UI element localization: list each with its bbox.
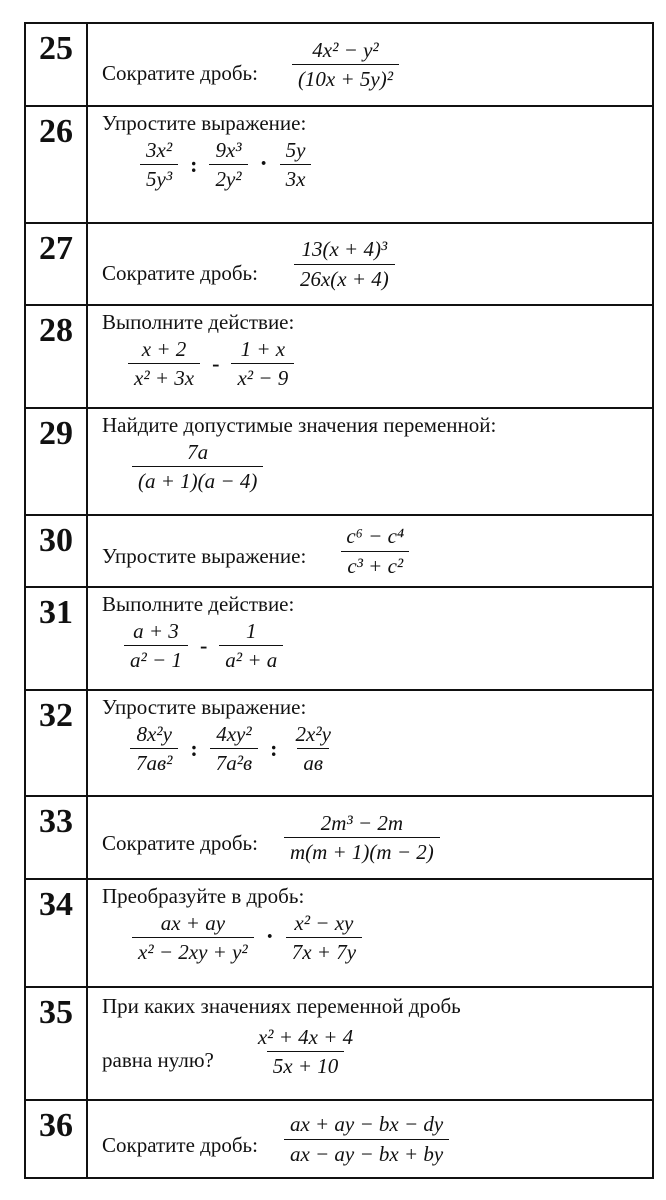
problem-number: 33 — [26, 797, 88, 878]
problem-task: Упростите выражение: — [102, 695, 307, 719]
denominator: a² − 1 — [124, 645, 188, 672]
numerator: 4xy² — [216, 722, 252, 746]
numerator: 8x²y — [136, 722, 172, 746]
numerator: ax + ay — [160, 911, 226, 935]
problem-row — [26, 1101, 652, 1177]
denominator: (a + 1)(a − 4) — [132, 466, 263, 493]
numerator: 13(x + 4)³ — [301, 237, 388, 262]
fraction — [124, 619, 188, 672]
expression — [102, 1025, 642, 1078]
problem-task: Преобразуйте в дробь: — [102, 884, 305, 908]
numerator: x² + 4x + 4 — [257, 1025, 354, 1049]
fraction — [209, 138, 247, 191]
problem-content — [88, 516, 652, 586]
problem-row — [26, 988, 652, 1101]
problem-number: 25 — [26, 24, 88, 105]
numerator: 1 — [246, 619, 257, 643]
fraction — [140, 138, 178, 191]
fraction — [132, 911, 254, 964]
problem-task: Сократите дробь: — [102, 1132, 258, 1157]
problem-task: При каких значениях переменной дробь — [102, 994, 461, 1018]
denominator: a² + a — [219, 645, 283, 672]
problem-task: Упростите выражение: — [102, 543, 307, 568]
problem-row — [26, 409, 652, 516]
denominator: 26x(x + 4) — [294, 264, 395, 291]
problem-content — [88, 409, 652, 514]
expression — [130, 722, 642, 775]
fraction — [292, 38, 399, 91]
numerator: 1 + x — [240, 337, 286, 361]
problem-row — [26, 306, 652, 409]
problem-number: 27 — [26, 224, 88, 304]
problem-content — [88, 988, 652, 1099]
problem-task: Найдите допустимые значения переменной: — [102, 413, 497, 437]
problem-task: Сократите дробь: — [102, 260, 258, 285]
numerator: 7a — [187, 440, 209, 464]
problem-row — [26, 797, 652, 880]
problem-number: 36 — [26, 1101, 88, 1177]
problem-number: 29 — [26, 409, 88, 514]
problem-number: 30 — [26, 516, 88, 586]
fraction — [284, 1112, 449, 1165]
fraction — [284, 811, 440, 864]
denominator: 3x — [280, 164, 312, 191]
denominator: 5y³ — [140, 164, 178, 191]
expression — [132, 440, 642, 493]
numerator: x² − xy — [294, 911, 354, 935]
denominator: (10x + 5y)² — [292, 64, 399, 91]
operator: · — [265, 924, 274, 951]
numerator: ax + ay − bx − dy — [289, 1112, 444, 1137]
fraction — [286, 911, 362, 964]
operator: : — [190, 735, 198, 761]
numerator: 3x² — [146, 138, 173, 162]
fraction — [231, 337, 294, 390]
numerator: a + 3 — [133, 619, 179, 643]
expression — [128, 337, 642, 390]
problem-content — [88, 224, 652, 304]
operator: : — [190, 151, 198, 177]
problem-task: Сократите дробь: — [102, 61, 258, 85]
problem-row — [26, 588, 652, 691]
denominator: 7aв² — [130, 748, 178, 775]
fraction — [132, 440, 263, 493]
denominator: ax − ay − bx + by — [284, 1139, 449, 1166]
denominator: 5x + 10 — [267, 1051, 345, 1078]
problem-table — [24, 22, 654, 1179]
problem-row — [26, 691, 652, 797]
numerator: x + 2 — [141, 337, 187, 361]
problem-task: Выполните действие: — [102, 310, 295, 334]
expression — [132, 911, 642, 964]
fraction — [340, 524, 410, 577]
problem-row — [26, 224, 652, 306]
denominator: aв — [297, 748, 329, 775]
denominator: x² + 3x — [128, 363, 200, 390]
operator: · — [259, 151, 268, 178]
problem-content — [88, 306, 652, 407]
problem-content — [88, 588, 652, 689]
denominator: 7a²в — [210, 748, 258, 775]
problem-number: 35 — [26, 988, 88, 1099]
problem-number: 32 — [26, 691, 88, 795]
fraction — [252, 1025, 359, 1078]
problem-content — [88, 797, 652, 878]
problem-task: Сократите дробь: — [102, 831, 258, 855]
problem-content — [88, 1101, 652, 1177]
expression — [124, 619, 642, 672]
expression — [140, 138, 642, 191]
fraction — [294, 237, 395, 290]
numerator: 5y — [285, 138, 306, 162]
problem-row — [26, 24, 652, 107]
problem-number: 28 — [26, 306, 88, 407]
numerator: c⁶ − c⁴ — [346, 524, 405, 549]
problem-task: Упростите выражение: — [102, 111, 307, 135]
denominator: c³ + c² — [341, 551, 409, 578]
fraction — [128, 337, 200, 390]
denominator: x² − 9 — [231, 363, 294, 390]
problem-task-continued: равна нулю? — [102, 1048, 214, 1073]
problem-number: 31 — [26, 588, 88, 689]
numerator: 2m³ − 2m — [320, 810, 403, 835]
problem-row — [26, 880, 652, 988]
problem-task: Выполните действие: — [102, 592, 295, 616]
fraction — [210, 722, 258, 775]
operator: - — [199, 632, 208, 658]
denominator: 2y² — [209, 164, 247, 191]
fraction — [290, 722, 337, 775]
problem-number: 26 — [26, 107, 88, 222]
fraction — [130, 722, 178, 775]
problem-content — [88, 691, 652, 795]
numerator: 9x³ — [215, 138, 242, 162]
problem-content — [88, 24, 652, 105]
operator: : — [270, 735, 278, 761]
problem-content — [88, 107, 652, 222]
problem-row — [26, 516, 652, 588]
numerator: 2x²y — [295, 722, 331, 746]
denominator: x² − 2xy + y² — [132, 937, 254, 964]
fraction — [219, 619, 283, 672]
denominator: 7x + 7y — [286, 937, 362, 964]
fraction — [280, 138, 312, 191]
problem-row — [26, 107, 652, 224]
problem-number: 34 — [26, 880, 88, 986]
problem-content — [88, 880, 652, 986]
operator: - — [212, 350, 220, 376]
denominator: m(m + 1)(m − 2) — [284, 837, 440, 864]
numerator: 4x² − y² — [312, 37, 379, 62]
